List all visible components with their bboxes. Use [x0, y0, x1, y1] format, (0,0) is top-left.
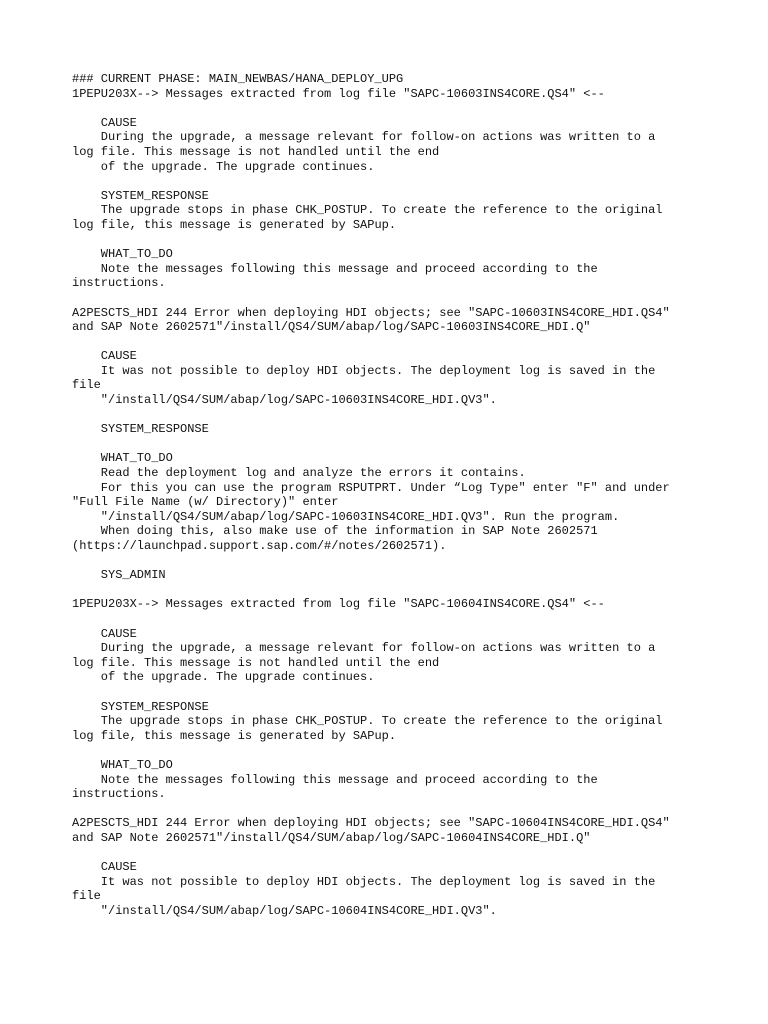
log-line: "Full File Name (w/ Directory)" enter — [72, 495, 339, 510]
log-line: When doing this, also make use of the information in SAP Note 2602571 — [72, 524, 598, 539]
log-line: and SAP Note 2602571"/install/QS4/SUM/abap/log/SAPC-10604INS4CORE_HDI.Q" — [72, 830, 591, 845]
log-line: It was not possible to deploy HDI objects. The deployment log is saved in the — [72, 874, 656, 889]
log-line: Note the messages following this message and proceed according to the — [72, 261, 598, 276]
log-line: WHAT_TO_DO — [72, 247, 173, 262]
log-line: CAUSE — [72, 115, 137, 130]
log-line: of the upgrade. The upgrade continues. — [72, 159, 375, 174]
log-line: WHAT_TO_DO — [72, 451, 173, 466]
log-line: and SAP Note 2602571"/install/QS4/SUM/abap/log/SAPC-10603INS4CORE_HDI.Q" — [72, 320, 591, 335]
log-line: It was not possible to deploy HDI objects. The deployment log is saved in the — [72, 363, 656, 378]
log-line: CAUSE — [72, 626, 137, 641]
log-line: WHAT_TO_DO — [72, 757, 173, 772]
log-text-body — [72, 72, 712, 918]
log-line — [72, 554, 712, 569]
log-line: Read the deployment log and analyze the errors it contains. — [72, 466, 526, 481]
log-line: SYS_ADMIN — [72, 568, 166, 583]
log-line: A2PESCTS_HDI 244 Error when deploying HDI objects; see "SAPC-10603INS4CORE_HDI.QS4" — [72, 305, 670, 320]
log-line — [72, 408, 712, 423]
log-line: SYSTEM_RESPONSE — [72, 422, 209, 437]
log-line: During the upgrade, a message relevant for follow-on actions was written to a — [72, 130, 656, 145]
log-line: log file, this message is generated by SAPup. — [72, 217, 397, 232]
log-line — [72, 802, 712, 817]
log-line — [72, 233, 712, 248]
log-line — [72, 101, 712, 116]
log-line: SYSTEM_RESPONSE — [72, 699, 209, 714]
log-line: CAUSE — [72, 349, 137, 364]
log-line: The upgrade stops in phase CHK_POSTUP. To create the reference to the original — [72, 203, 663, 218]
log-line: "/install/QS4/SUM/abap/log/SAPC-10603INS4CORE_HDI.QV3". — [72, 393, 497, 408]
log-line — [72, 291, 712, 306]
log-line: 1PEPU203X--> Messages extracted from log file "SAPC-10603INS4CORE.QS4" <-- — [72, 86, 605, 101]
log-line: "/install/QS4/SUM/abap/log/SAPC-10603INS4CORE_HDI.QV3". Run the program. — [72, 509, 620, 524]
log-line — [72, 174, 712, 189]
log-line — [72, 612, 712, 627]
log-line: Note the messages following this message and proceed according to the — [72, 772, 598, 787]
log-line: 1PEPU203X--> Messages extracted from log file "SAPC-10604INS4CORE.QS4" <-- — [72, 597, 605, 612]
log-line: For this you can use the program RSPUTPRT. Under “Log Type" enter "F" and under — [72, 480, 670, 495]
log-line — [72, 845, 712, 860]
log-line: log file. This message is not handled until the end — [72, 144, 440, 159]
log-line: The upgrade stops in phase CHK_POSTUP. To create the reference to the original — [72, 714, 663, 729]
log-line — [72, 685, 712, 700]
log-line: file — [72, 889, 101, 904]
log-line — [72, 335, 712, 350]
log-line — [72, 437, 712, 452]
log-line: "/install/QS4/SUM/abap/log/SAPC-10604INS4CORE_HDI.QV3". — [72, 903, 497, 918]
log-line: CAUSE — [72, 860, 137, 875]
log-line: instructions. — [72, 787, 166, 802]
log-line: file — [72, 378, 101, 393]
log-line: log file, this message is generated by SAPup. — [72, 728, 397, 743]
log-line: ### CURRENT PHASE: MAIN_NEWBAS/HANA_DEPLOY_UPG — [72, 72, 404, 86]
log-line: of the upgrade. The upgrade continues. — [72, 670, 375, 685]
log-line: SYSTEM_RESPONSE — [72, 188, 209, 203]
log-line: log file. This message is not handled until the end — [72, 655, 440, 670]
log-line — [72, 583, 712, 598]
log-line: A2PESCTS_HDI 244 Error when deploying HDI objects; see "SAPC-10604INS4CORE_HDI.QS4" — [72, 816, 670, 831]
log-line: instructions. — [72, 276, 166, 291]
log-line: During the upgrade, a message relevant for follow-on actions was written to a — [72, 641, 656, 656]
log-line — [72, 743, 712, 758]
log-line: (https://launchpad.support.sap.com/#/notes/2602571). — [72, 539, 447, 553]
